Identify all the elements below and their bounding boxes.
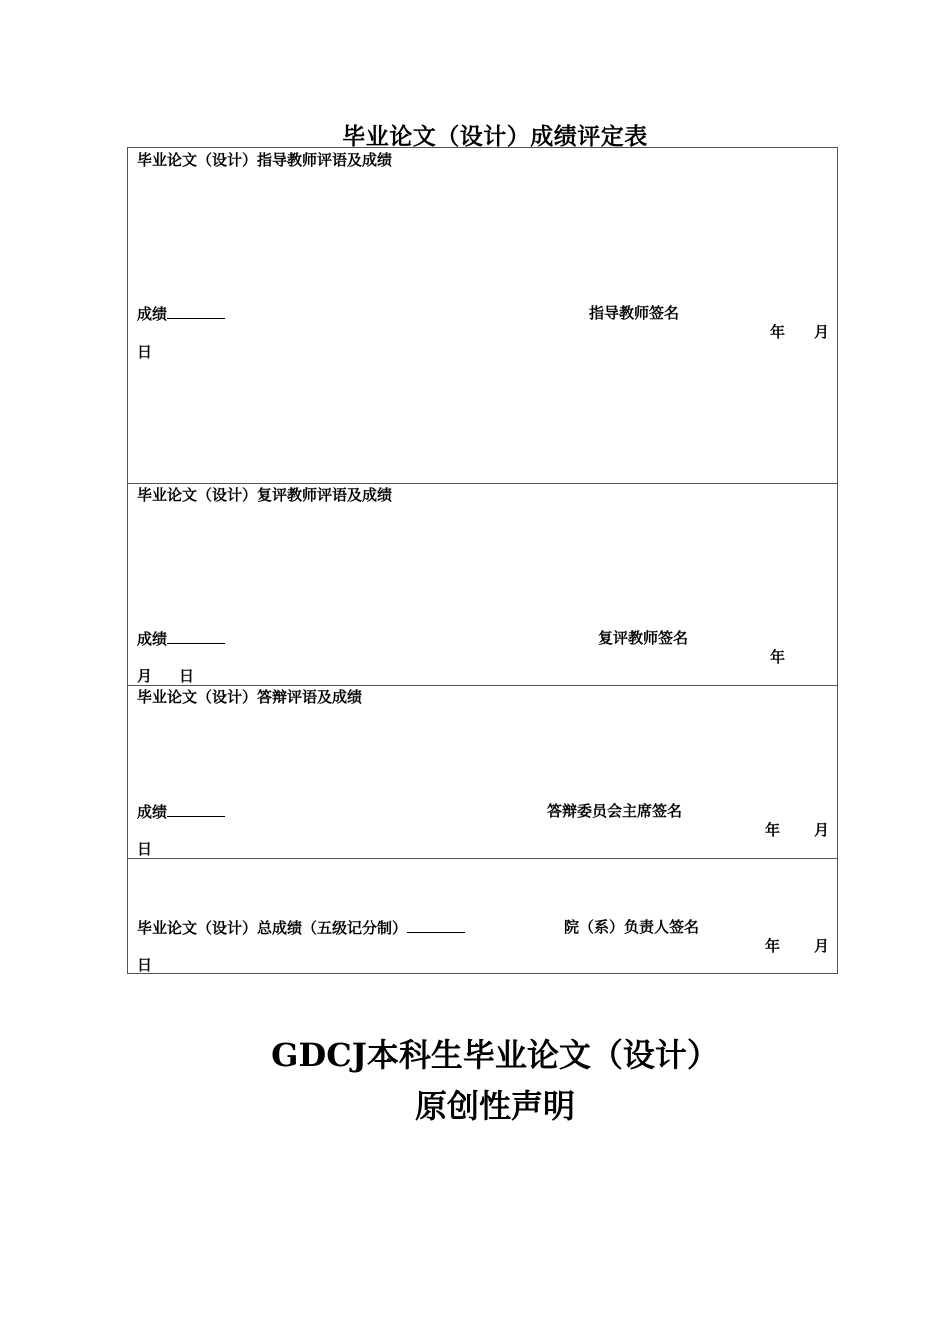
defense-day-label: 日 <box>137 840 153 858</box>
reviewer-section <box>128 483 837 686</box>
total-grade-blank[interactable] <box>407 918 465 933</box>
total-year-label: 年 <box>765 937 781 955</box>
reviewer-month-label: 月 <box>137 667 153 685</box>
total-month-label: 月 <box>814 937 830 955</box>
total-grade-label: 毕业论文（设计）总成绩（五级记分制） <box>137 919 408 937</box>
defense-month-label: 月 <box>814 821 830 839</box>
defense-grade-label: 成绩 <box>137 803 168 821</box>
declaration-title: GDCJ本科生毕业论文（设计） <box>271 1036 719 1074</box>
advisor-month-label: 月 <box>814 323 830 341</box>
advisor-year-label: 年 <box>770 323 786 341</box>
total-day-label: 日 <box>137 956 153 974</box>
reviewer-grade-blank[interactable] <box>167 629 225 644</box>
defense-grade-field[interactable] <box>137 802 225 821</box>
advisor-day-label: 日 <box>137 343 153 361</box>
defense-section <box>128 685 837 859</box>
defense-signature-label: 答辩委员会主席签名 <box>547 802 683 820</box>
total-section <box>128 858 837 973</box>
advisor-grade-field[interactable] <box>137 304 225 323</box>
advisor-signature-label: 指导教师签名 <box>589 304 680 322</box>
reviewer-day-label: 日 <box>179 667 195 685</box>
defense-grade-blank[interactable] <box>167 802 225 817</box>
defense-section-heading: 毕业论文（设计）答辩评语及成绩 <box>137 688 363 706</box>
reviewer-signature-label: 复评教师签名 <box>598 629 689 647</box>
reviewer-year-label: 年 <box>770 648 786 666</box>
declaration-subtitle: 原创性声明 <box>414 1087 575 1125</box>
grade-evaluation-table <box>127 147 838 974</box>
total-grade-field[interactable] <box>137 918 465 937</box>
reviewer-grade-label: 成绩 <box>137 630 168 648</box>
advisor-section-heading: 毕业论文（设计）指导教师评语及成绩 <box>137 151 393 169</box>
reviewer-section-heading: 毕业论文（设计）复评教师评语及成绩 <box>137 486 393 504</box>
defense-year-label: 年 <box>765 821 781 839</box>
dean-signature-label: 院（系）负责人签名 <box>564 918 700 936</box>
form-title: 毕业论文（设计）成绩评定表 <box>342 124 648 150</box>
advisor-grade-blank[interactable] <box>167 304 225 319</box>
reviewer-grade-field[interactable] <box>137 629 225 648</box>
advisor-grade-label: 成绩 <box>137 305 168 323</box>
advisor-section <box>128 148 837 484</box>
